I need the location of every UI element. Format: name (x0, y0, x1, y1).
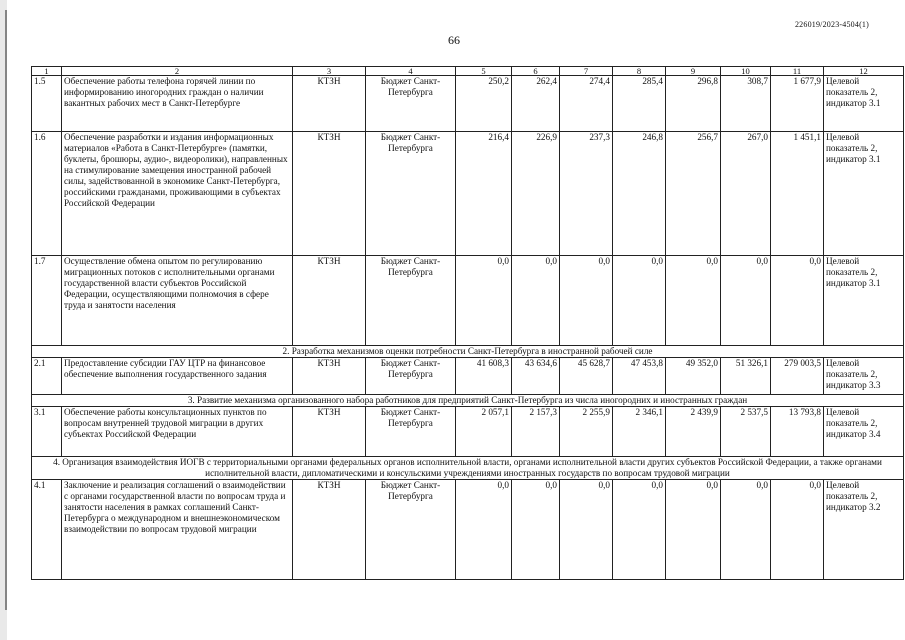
row-value: 0,0 (512, 256, 560, 346)
row-value: 2 255,9 (560, 407, 613, 457)
row-description: Обеспечение разработки и издания информационных материалов «Работа в Санкт-Петербурге» (памятки, буклеты, брошюры, аудио-, видеоролики), направленных на стимулирование замещения иностранной рабочей силы, задействованной в экономике Санкт-Петербурга, российскими гражданами, проживающими в субъектах Российской Федерации (62, 132, 293, 256)
row-value: 262,4 (512, 76, 560, 132)
row-value: 0,0 (456, 480, 512, 580)
row-value: 2 057,1 (456, 407, 512, 457)
section-heading-row (32, 395, 904, 407)
col-header-4: 4 (366, 67, 456, 76)
row-indicator: Целевой показатель 2, индикатор 3.4 (824, 407, 904, 457)
row-number: 1.7 (32, 256, 62, 346)
row-indicator: Целевой показатель 2, индикатор 3.1 (824, 132, 904, 256)
row-value: 0,0 (560, 256, 613, 346)
row-value: 308,7 (721, 76, 771, 132)
row-number: 3.1 (32, 407, 62, 457)
row-funding-source: Бюджет Санкт-Петербурга (366, 480, 456, 580)
row-value: 0,0 (666, 480, 721, 580)
row-value: 0,0 (560, 480, 613, 580)
row-value: 246,8 (613, 132, 666, 256)
row-total: 1 451,1 (771, 132, 824, 256)
document-id: 226019/2023-4504(1) (794, 20, 869, 29)
col-header-8: 8 (613, 67, 666, 76)
section-heading: 2. Разработка механизмов оценки потребности Санкт-Петербурга в иностранной рабочей силе (32, 346, 904, 358)
row-funding-source: Бюджет Санкт-Петербурга (366, 358, 456, 395)
page-number: 66 (448, 33, 460, 47)
col-header-12: 12 (824, 67, 904, 76)
table-row (32, 256, 904, 346)
row-value: 2 439,9 (666, 407, 721, 457)
row-value: 2 157,3 (512, 407, 560, 457)
row-description: Обеспечение работы консультационных пунктов по вопросам внутренней трудовой миграции в других субъектах Российской Федерации (62, 407, 293, 457)
row-value: 250,2 (456, 76, 512, 132)
table-row (32, 480, 904, 580)
row-indicator: Целевой показатель 2, индикатор 3.1 (824, 76, 904, 132)
row-value: 0,0 (613, 256, 666, 346)
row-description: Обеспечение работы телефона горячей линии по информированию иногородних граждан о наличии вакантных рабочих мест в Санкт-Петербурге (62, 76, 293, 132)
row-value: 216,4 (456, 132, 512, 256)
col-header-1: 1 (32, 67, 62, 76)
row-total: 0,0 (771, 480, 824, 580)
row-executor: КТЗН (293, 358, 366, 395)
row-value: 256,7 (666, 132, 721, 256)
row-executor: КТЗН (293, 76, 366, 132)
row-description: Осуществление обмена опытом по регулированию миграционных потоков с исполнительными органами государственной власти субъектов Российской Федерации, осуществляющими полномочия в сфере труда и занятости населения (62, 256, 293, 346)
row-value: 274,4 (560, 76, 613, 132)
row-executor: КТЗН (293, 407, 366, 457)
row-total: 1 677,9 (771, 76, 824, 132)
section-heading-row (32, 346, 904, 358)
row-funding-source: Бюджет Санкт-Петербурга (366, 407, 456, 457)
row-value: 0,0 (721, 256, 771, 346)
table-row (32, 358, 904, 395)
table-row (32, 407, 904, 457)
row-value: 2 537,5 (721, 407, 771, 457)
scan-edge-line (5, 10, 7, 610)
row-indicator: Целевой показатель 2, индикатор 3.3 (824, 358, 904, 395)
row-value: 45 628,7 (560, 358, 613, 395)
table-row (32, 132, 904, 256)
row-number: 4.1 (32, 480, 62, 580)
row-value: 226,9 (512, 132, 560, 256)
row-value: 0,0 (666, 256, 721, 346)
scan-edge (0, 0, 7, 640)
row-value: 0,0 (721, 480, 771, 580)
col-header-3: 3 (293, 67, 366, 76)
row-executor: КТЗН (293, 256, 366, 346)
col-header-6: 6 (512, 67, 560, 76)
row-executor: КТЗН (293, 132, 366, 256)
row-value: 43 634,6 (512, 358, 560, 395)
row-indicator: Целевой показатель 2, индикатор 3.2 (824, 480, 904, 580)
row-funding-source: Бюджет Санкт-Петербурга (366, 256, 456, 346)
row-total: 0,0 (771, 256, 824, 346)
row-funding-source: Бюджет Санкт-Петербурга (366, 76, 456, 132)
col-header-5: 5 (456, 67, 512, 76)
table-row (32, 76, 904, 132)
row-executor: КТЗН (293, 480, 366, 580)
row-value: 285,4 (613, 76, 666, 132)
row-value: 267,0 (721, 132, 771, 256)
row-value: 2 346,1 (613, 407, 666, 457)
section-heading-row (32, 457, 904, 480)
col-header-9: 9 (666, 67, 721, 76)
row-value: 0,0 (512, 480, 560, 580)
program-table (31, 66, 904, 580)
row-number: 1.6 (32, 132, 62, 256)
row-indicator: Целевой показатель 2, индикатор 3.1 (824, 256, 904, 346)
row-funding-source: Бюджет Санкт-Петербурга (366, 132, 456, 256)
row-number: 2.1 (32, 358, 62, 395)
row-value: 49 352,0 (666, 358, 721, 395)
col-header-11: 11 (771, 67, 824, 76)
row-total: 279 003,5 (771, 358, 824, 395)
row-description: Заключение и реализация соглашений о взаимодействии с органами государственной власти по вопросам труда и занятости населения в рамках соглашений Санкт-Петербурга о международном и внешнеэкономическом взаимодействии по вопросам трудовой миграции (62, 480, 293, 580)
row-value: 296,8 (666, 76, 721, 132)
row-value: 237,3 (560, 132, 613, 256)
col-header-2: 2 (62, 67, 293, 76)
section-heading: 4. Организация взаимодействия ИОГВ с территориальными органами федеральных органов исполнительной власти, органами исполнительной власти других субъектов Российской Федерации, а также органами исполнительной власти, дипломатическими и консульскими учреждениями иностранных государств по вопросам трудовой миграции (32, 457, 904, 480)
row-value: 41 608,3 (456, 358, 512, 395)
row-total: 13 793,8 (771, 407, 824, 457)
column-number-row (32, 67, 904, 76)
col-header-10: 10 (721, 67, 771, 76)
section-heading: 3. Развитие механизма организованного набора работников для предприятий Санкт-Петербурга из числа иногородних и иностранных граждан (32, 395, 904, 407)
row-value: 51 326,1 (721, 358, 771, 395)
row-number: 1.5 (32, 76, 62, 132)
row-description: Предоставление субсидии ГАУ ЦТР на финансовое обеспечение выполнения государственного задания (62, 358, 293, 395)
row-value: 0,0 (456, 256, 512, 346)
row-value: 47 453,8 (613, 358, 666, 395)
col-header-7: 7 (560, 67, 613, 76)
row-value: 0,0 (613, 480, 666, 580)
